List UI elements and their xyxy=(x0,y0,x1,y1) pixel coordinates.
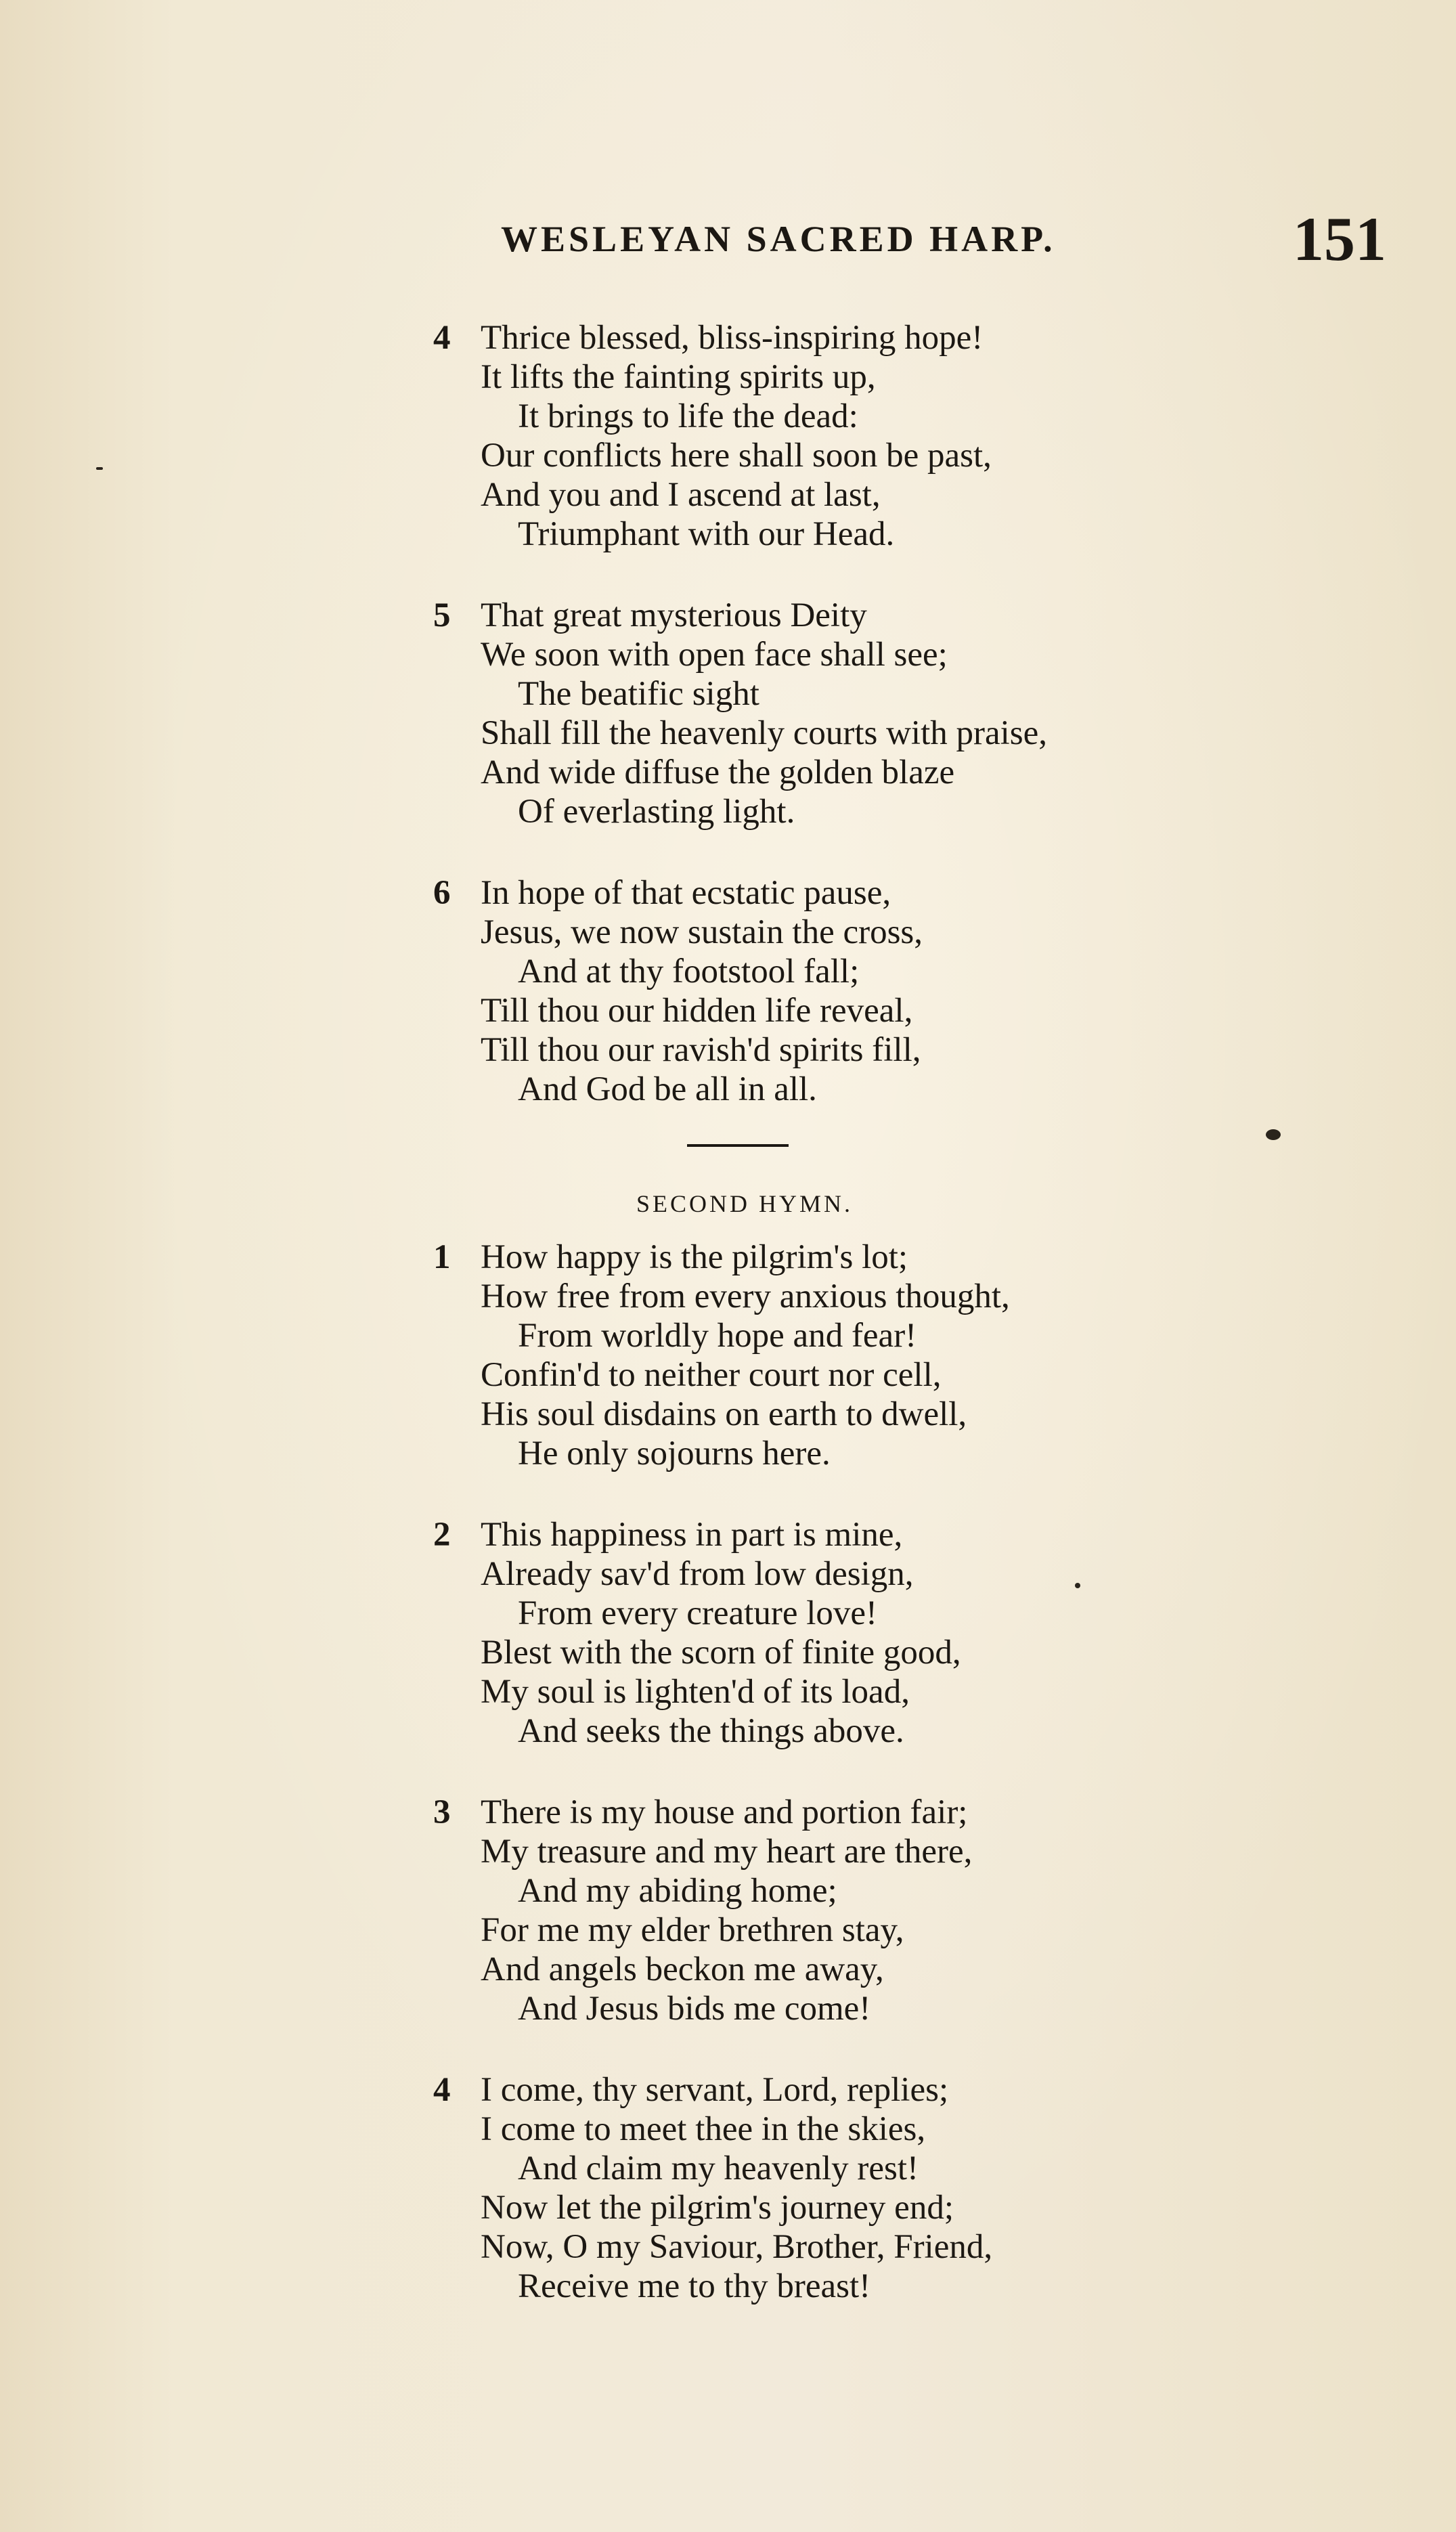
ink-speck xyxy=(1075,1583,1080,1588)
hymn-line: This happiness in part is mine, xyxy=(481,1516,903,1554)
hymn-line: And you and I ascend at last, xyxy=(481,476,881,514)
stanza-4-second xyxy=(433,2070,1205,2306)
stanza-number: 3 xyxy=(433,1793,451,1831)
section-divider xyxy=(687,1144,789,1147)
stanza-2 xyxy=(433,1515,1205,1751)
hymn-line: Thrice blessed, bliss-inspiring hope! xyxy=(481,319,984,357)
hymn-line: How happy is the pilgrim's lot; xyxy=(481,1238,908,1276)
hymn-line: Confin'd to neither court nor cell, xyxy=(481,1356,942,1394)
hymn-line: Now let the pilgrim's journey end; xyxy=(481,2189,954,2227)
hymn-line: And at thy footstool fall; xyxy=(518,953,860,990)
hymn-line: He only sojourns here. xyxy=(518,1435,831,1472)
stanza-number: 5 xyxy=(433,596,451,634)
hymn-line: It brings to life the dead: xyxy=(518,397,858,435)
hymn-line: That great mysterious Deity xyxy=(481,596,867,634)
hymn-line: And wide diffuse the golden blaze xyxy=(481,754,955,791)
hymn-line: Already sav'd from low design, xyxy=(481,1555,914,1593)
hymn-line: From every creature love! xyxy=(518,1594,877,1632)
stanza-number: 2 xyxy=(433,1516,451,1554)
hymn-line: My soul is lighten'd of its load, xyxy=(481,1673,910,1711)
hymn-line: For me my elder brethren stay, xyxy=(481,1911,904,1949)
hymn-line: And angels beckon me away, xyxy=(481,1950,884,1988)
hymn-text xyxy=(433,318,1205,2348)
hymn-line: From worldly hope and fear! xyxy=(518,1317,917,1355)
hymn-line: Jesus, we now sustain the cross, xyxy=(481,913,923,951)
hymn-line: I come, thy servant, Lord, replies; xyxy=(481,2071,949,2109)
hymn-line: Till thou our ravish'd spirits fill, xyxy=(481,1031,921,1069)
hymn-line: In hope of that ecstatic pause, xyxy=(481,874,891,912)
ink-speck xyxy=(96,467,103,470)
stanza-number: 6 xyxy=(433,874,451,912)
stanza-3 xyxy=(433,1793,1205,2028)
stanza-4 xyxy=(433,318,1205,554)
hymn-line: And my abiding home; xyxy=(518,1872,837,1910)
hymn-line: And seeks the things above. xyxy=(518,1712,904,1750)
hymn-line: Triumphant with our Head. xyxy=(518,515,895,553)
stanza-6 xyxy=(433,873,1205,1109)
hymn-line: Shall fill the heavenly courts with praise, xyxy=(481,714,1048,752)
stanza-number: 1 xyxy=(433,1238,451,1276)
hymn-line: Receive me to thy breast! xyxy=(518,2267,871,2305)
stanza-number: 4 xyxy=(433,319,451,357)
stanza-5 xyxy=(433,596,1205,831)
ink-speck xyxy=(1266,1129,1281,1140)
stanza-number: 4 xyxy=(433,2071,451,2109)
hymn-line: We soon with open face shall see; xyxy=(481,636,948,674)
hymn-line: Of everlasting light. xyxy=(518,793,795,831)
hymn-line: My treasure and my heart are there, xyxy=(481,1833,973,1871)
section-heading: SECOND HYMN. xyxy=(636,1190,854,1217)
hymn-line: And God be all in all. xyxy=(518,1070,817,1108)
hymn-line: His soul disdains on earth to dwell, xyxy=(481,1395,967,1433)
hymn-line: Till thou our hidden life reveal, xyxy=(481,992,913,1030)
hymn-line: Blest with the scorn of finite good, xyxy=(481,1634,961,1672)
running-title: WESLEYAN SACRED HARP. xyxy=(501,219,1056,259)
hymn-line: There is my house and portion fair; xyxy=(481,1793,968,1831)
hymn-line: And claim my heavenly rest! xyxy=(518,2149,919,2187)
hymn-line: It lifts the fainting spirits up, xyxy=(481,358,876,396)
stanza-1 xyxy=(433,1238,1205,1473)
hymn-line: I come to meet thee in the skies, xyxy=(481,2110,926,2148)
hymn-line: Now, O my Saviour, Brother, Friend, xyxy=(481,2228,993,2266)
page-header xyxy=(501,203,1394,278)
hymn-line: The beatific sight xyxy=(518,675,759,713)
page-number: 151 xyxy=(1293,204,1386,274)
hymn-line: And Jesus bids me come! xyxy=(518,1990,871,2028)
hymn-line: Our conflicts here shall soon be past, xyxy=(481,437,992,475)
hymn-line: How free from every anxious thought, xyxy=(481,1278,1010,1315)
